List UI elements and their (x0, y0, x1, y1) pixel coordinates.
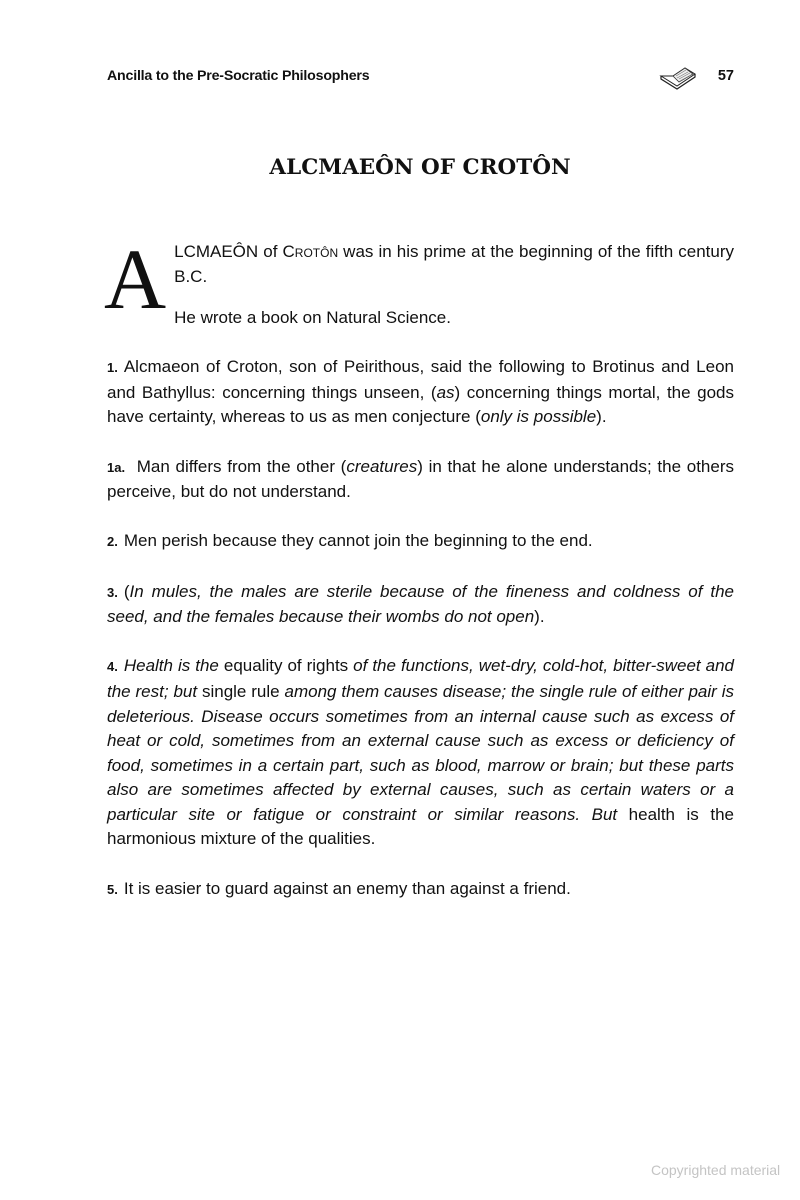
fragment-paragraph (107, 654, 734, 852)
drop-cap: A (104, 231, 167, 327)
fragment-paragraph (107, 580, 734, 630)
text: Alcmaeon of Croton, son of Peirithous, said the following to Brotinus and Leon and Bathyllus: concerning things unseen, ( (107, 357, 734, 402)
page-body (104, 231, 735, 902)
text: ( (123, 581, 130, 601)
intro-place: Crotôn (282, 242, 339, 261)
text: ). (596, 407, 607, 427)
italic-text: among them causes disease; the single rule of either pair is deleterious. Disease occurs sometimes from an internal cause such as excess of heat or cold, sometimes from an external cause such as excess or deficiency of food, sometimes in a certain part, such as blood, marrow or brain; but these parts also are sometimes affected by external causes, such as certain waters or a particular site or fatigue or constraint or similar reasons. But (107, 681, 734, 824)
intro-name: LCMAEÔN (174, 242, 259, 261)
fragment-paragraph (107, 355, 734, 430)
italic-text: In mules, the males are sterile because of the fineness and coldness of the seed, and the females because their wombs do not open (107, 581, 734, 627)
text: It is easier to guard against an enemy than against a friend. (123, 878, 571, 898)
fragment-paragraph (107, 877, 734, 903)
open-book-icon (659, 66, 699, 90)
fragment-number: 1a. (107, 459, 126, 475)
italic-text: as (436, 382, 455, 402)
fragment-list (107, 355, 734, 902)
intro-rest: was in his prime at the beginning of the fifth century B.C. (174, 242, 734, 286)
running-title: Ancilla to the Pre-Socratic Philosophers (107, 68, 370, 84)
text: health is the harmonious mixture of the qualities. (107, 804, 734, 849)
fragment-number: 2. (107, 534, 118, 550)
intro-of: of (258, 242, 283, 261)
text: single rule (197, 681, 285, 701)
fragment-paragraph (107, 529, 734, 555)
page-number: 57 (717, 68, 734, 84)
italic-text: of the functions, wet-dry, cold-hot, bitter-sweet and the rest; but (107, 656, 734, 701)
fragment-number: 1. (107, 360, 118, 376)
fragment-number: 3. (107, 584, 118, 600)
chapter-title: ALCMAEÔN OF CROTÔN (269, 155, 571, 180)
fragment-number: 4. (107, 659, 118, 675)
text: ) concerning things mortal, the gods have certainty, whereas to us as men conjecture ( (107, 382, 734, 427)
text: Man differs from the other ( (131, 456, 347, 476)
text: Men perish because they cannot join the beginning to the end. (123, 531, 593, 551)
italic-text: only is possible (480, 407, 597, 427)
fragment-number: 5. (107, 881, 118, 897)
italic-text: creatures (346, 456, 418, 476)
italic-text: Health is the (123, 656, 219, 676)
page-header (107, 66, 734, 90)
text: ) in that he alone understands; the others perceive, but do not understand. (107, 456, 735, 502)
copyright-notice: Copyrighted material (651, 1162, 781, 1178)
text: ). (534, 607, 545, 627)
fragment-paragraph (107, 455, 734, 505)
text: equality of rights (218, 656, 354, 676)
intro-line-2: He wrote a book on Natural Science. (174, 308, 451, 327)
